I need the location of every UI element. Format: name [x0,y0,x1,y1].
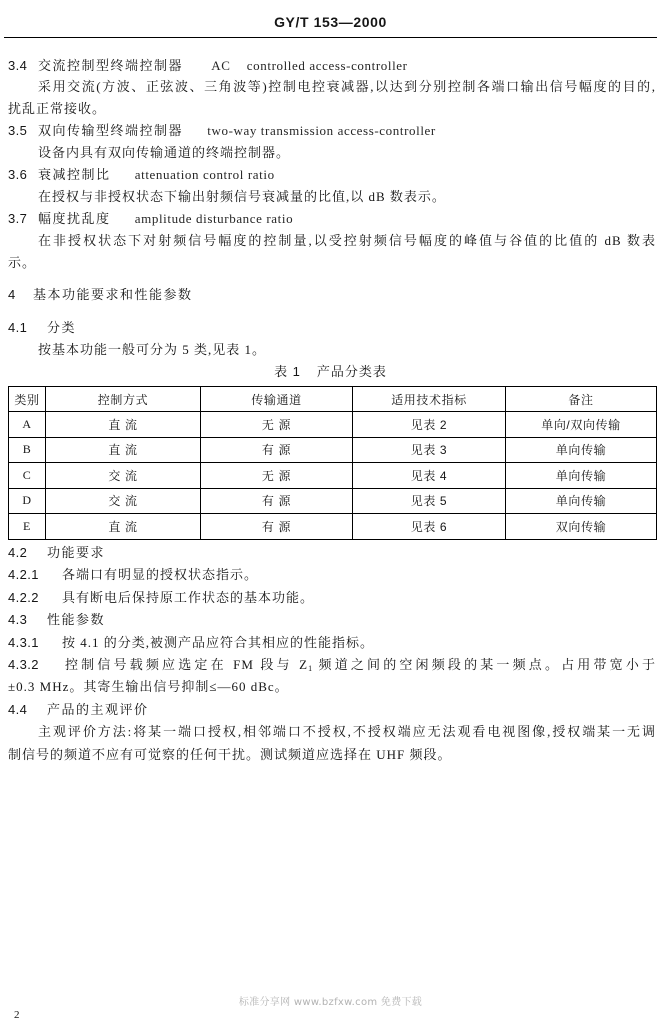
clause-text: 按 4.1 的分类,被测产品应符合其相应的性能指标。 [62,634,375,650]
table-caption [0,361,661,383]
cell-transmission-channel: 有 源 [201,514,353,540]
cell-control-mode: 直 流 [46,437,201,463]
clause-title: 性能参数 [47,612,106,628]
clause-3-5-text-line: 设备内具有双向传输通道的终端控制器。 [38,145,291,161]
term-english: attenuation control ratio [134,166,275,182]
clause-4-3-1 [8,632,656,654]
clause-4-1-text-line: 按基本功能一般可分为 5 类,见表 1。 [38,342,267,357]
cell-category: C [9,463,46,489]
cell-transmission-channel: 有 源 [201,488,353,514]
clause-number: 4.3.2 [8,656,39,672]
clause-number: 4.1 [8,320,28,335]
product-classification-table [8,386,657,540]
cell-remark: 单向传输 [506,437,657,463]
col-header-category: 类别 [9,387,46,412]
clause-number: 3.4 [8,57,28,73]
cell-category: E [9,514,46,540]
requirements-section [8,542,656,766]
definitions-section [8,55,656,274]
cell-applicable-spec: 见表 6 [353,514,506,540]
clause-3-5-heading [8,120,656,142]
col-header-transmission-channel: 传输通道 [201,387,353,412]
cell-applicable-spec: 见表 5 [353,488,506,514]
clause-3-4-heading [8,55,656,77]
clause-3-6-text-line: 在授权与非授权状态下输出射频信号衰减量的比值,以 dB 数表示。 [38,188,446,204]
table-number: 表 1 [274,364,301,379]
clause-number: 4.4 [8,701,28,717]
header-rule [4,37,657,38]
cell-control-mode: 交 流 [46,488,201,514]
cell-control-mode: 交 流 [46,463,201,489]
cell-applicable-spec: 见表 2 [353,412,506,438]
cell-applicable-spec: 见表 3 [353,437,506,463]
cell-transmission-channel: 无 源 [201,412,353,438]
page-number: 2 [14,1009,20,1021]
chapter-4-heading [8,284,656,306]
table-row [9,437,657,463]
clause-4-2-heading [8,542,656,564]
table-row [9,488,657,514]
clause-3-4-text-line: 采用交流(方波、正弦波、三角波等)控制电控衰减器,以达到分别控制各端口输出信号幅度的目的, [38,79,656,95]
clause-text-part: 控制信号载频应选定在 FM 段与 Z [65,656,309,672]
term-chinese: 交流控制型终端控制器 [38,57,184,73]
clause-4-1-block [8,317,656,361]
chapter-number: 4 [8,287,16,302]
term-chinese: 幅度扰乱度 [38,210,111,226]
cell-category: B [9,437,46,463]
chapter-title: 基本功能要求和性能参数 [33,287,193,302]
clause-number: 3.7 [8,210,28,226]
clause-number: 4.3.1 [8,634,39,650]
clause-4-3-heading [8,609,656,631]
clause-3-7-text-line: 示。 [8,254,37,270]
clause-number: 4.3 [8,612,28,628]
term-chinese: 衰减控制比 [38,166,111,182]
clause-title: 功能要求 [47,545,106,560]
clause-4-2-1 [8,564,656,586]
cell-remark: 单向传输 [506,463,657,489]
table-row [9,463,657,489]
clause-number: 3.5 [8,123,28,139]
footer-watermark: 标准分享网 www.bzfxw.com 免费下载 [238,997,423,1008]
clause-4-4-heading [8,699,656,721]
clause-text: 各端口有明显的授权状态指示。 [62,567,259,583]
clause-number: 4.2 [8,545,28,560]
clause-4-3-2-line: ±0.3 MHz。其寄生输出信号抑制≤—60 dBc。 [8,679,289,695]
clause-number: 4.2.1 [8,567,39,583]
clause-text: 具有断电后保持原工作状态的基本功能。 [62,589,315,605]
cell-category: D [9,488,46,514]
col-header-control-mode: 控制方式 [46,387,201,412]
term-english: amplitude disturbance ratio [134,210,294,226]
clause-number: 4.2.2 [8,589,39,605]
term-chinese: 双向传输型终端控制器 [38,123,184,139]
standard-code-header: GY/T 153—2000 [274,14,387,30]
clause-4-4-text-line: 主观评价方法:将某一端口授权,相邻端口不授权,不授权端应无法观看电视图像,授权端某一无调 [38,724,656,740]
cell-control-mode: 直 流 [46,514,201,540]
clause-3-7-text-line: 在非授权状态下对射频信号幅度的控制量,以受控射频信号幅度的峰值与谷值的比值的 dB 数表 [38,232,656,248]
table-row [9,514,657,540]
clause-number: 3.6 [8,166,28,182]
cell-transmission-channel: 无 源 [201,463,353,489]
table-row [9,412,657,438]
term-abbreviation: AC [211,57,231,73]
cell-remark: 单向/双向传输 [506,412,657,438]
cell-category: A [9,412,46,438]
col-header-applicable-spec: 适用技术指标 [353,387,506,412]
term-english: two-way transmission access-controller [207,123,436,139]
clause-4-4-text-line: 制信号的频道不应有可觉察的任何干扰。测试频道应选择在 UHF 频段。 [8,746,452,762]
cell-applicable-spec: 见表 4 [353,463,506,489]
chapter-4-heading-block [8,284,656,306]
clause-4-3-2-line [8,654,656,676]
col-header-remark: 备注 [506,387,657,412]
cell-remark: 单向传输 [506,488,657,514]
clause-title: 分类 [47,320,77,335]
term-english: controlled access-controller [246,57,408,73]
table-header-row [9,387,657,412]
clause-3-4-text-line: 扰乱正常接收。 [8,101,107,117]
cell-remark: 双向传输 [506,514,657,540]
table-title: 产品分类表 [316,364,387,379]
clause-4-2-2 [8,587,656,609]
clause-3-6-heading [8,164,656,186]
cell-control-mode: 直 流 [46,412,201,438]
clause-text-part: 频道之间的空闲频段的某一频点。占用带宽小于 [312,656,656,672]
clause-4-1-heading [8,317,656,339]
clause-title: 产品的主观评价 [47,701,149,717]
cell-transmission-channel: 有 源 [201,437,353,463]
channel-subscript: 1 [308,663,313,673]
clause-3-7-heading [8,208,656,230]
